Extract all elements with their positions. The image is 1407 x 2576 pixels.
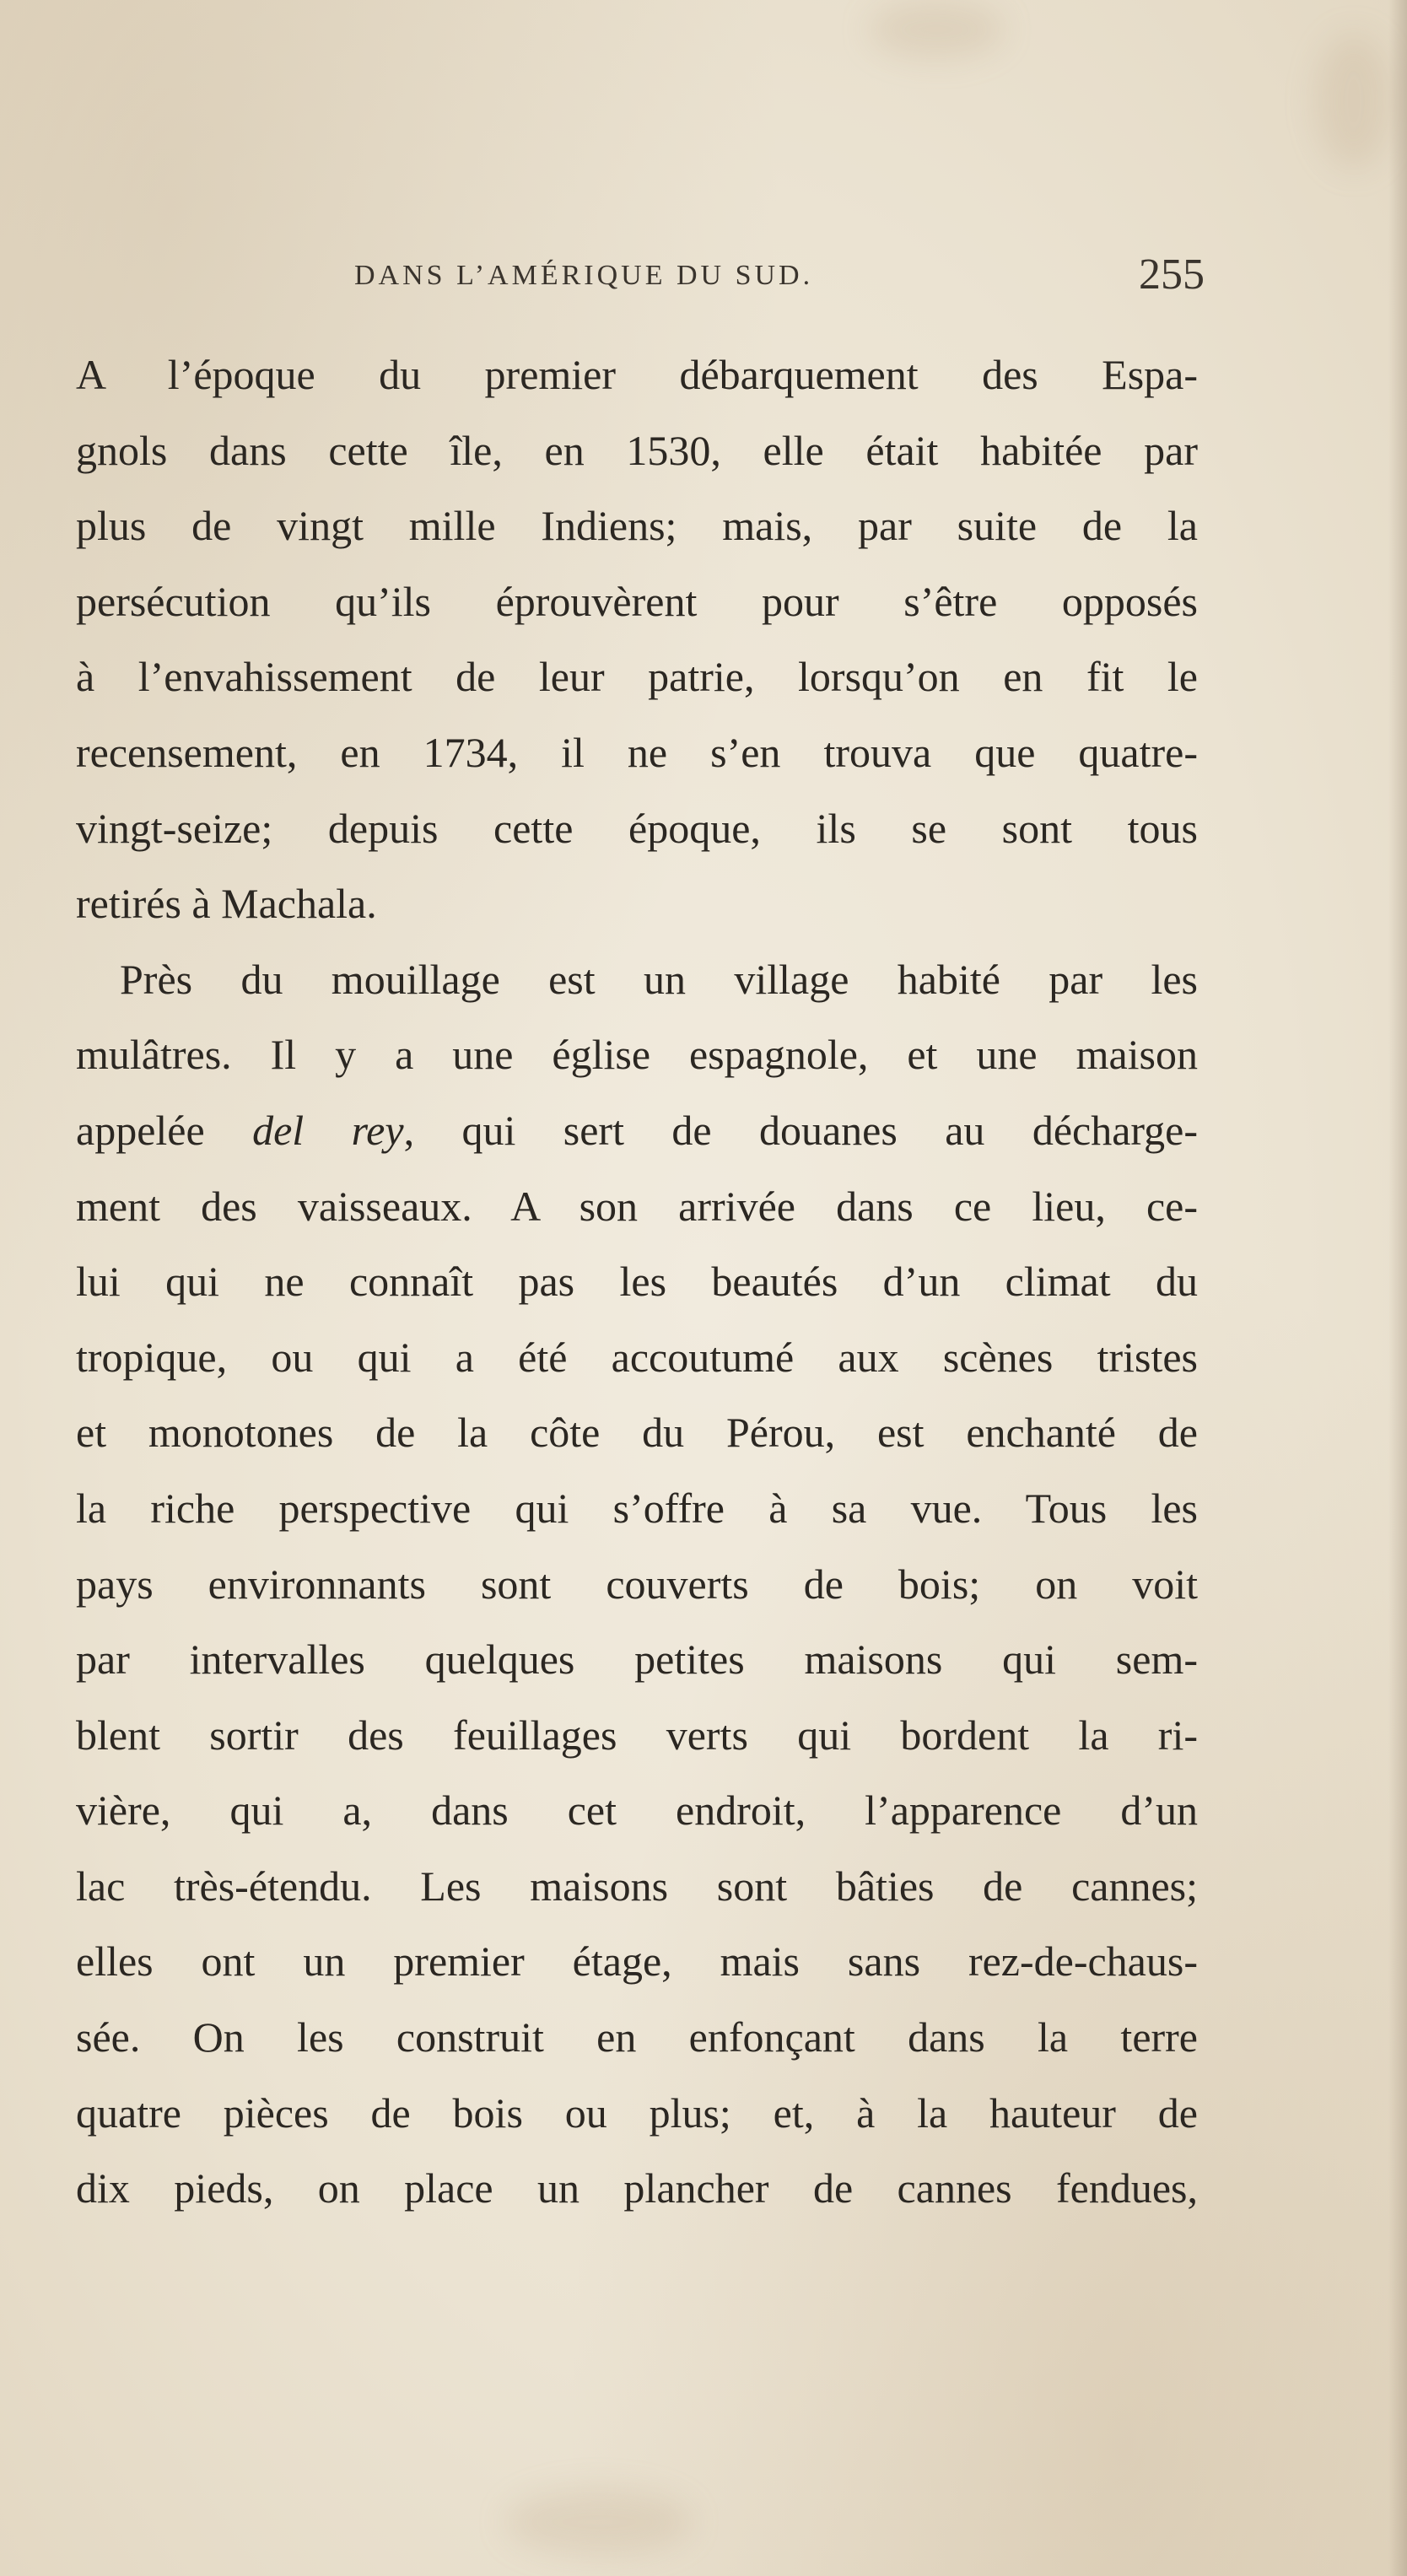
text-line: plus de vingt mille Indiens; mais, par suite de la [76,502,1198,550]
text-line: pays environnants sont couverts de bois; on voit [76,1560,1198,1608]
text-line: mulâtres. Il y a une église espagnole, et une maison [76,1031,1198,1079]
body-text [76,337,1198,2227]
text-line: blent sortir des feuillages verts qui bordent la ri- [76,1711,1198,1759]
text-line: persécution qu’ils éprouvèrent pour s’être opposés [76,577,1198,625]
text-line: quatre pièces de bois ou plus; et, à la hauteur de [76,2088,1198,2137]
text-line: la riche perspective qui s’offre à sa vue. Tous les [76,1484,1198,1532]
running-head: DANS L’AMÉRIQUE DU SUD. [354,260,814,291]
text-line: A l’époque du premier débarquement des Espa- [76,351,1198,398]
text-line: retirés à Machala. [76,880,377,928]
text-line: ment des vaisseaux. A son arrivée dans ce lieu, ce- [76,1182,1198,1230]
text-line: gnols dans cette île, en 1530, elle était habitée par [76,426,1198,474]
paper-stain [506,2488,692,2556]
italic-phrase: del rey [252,1106,404,1154]
paper-stain [1316,34,1392,169]
text-fragment: appelée [76,1106,253,1154]
text-line: elles ont un premier étage, mais sans rez-de-chaus- [76,1937,1198,1986]
text-line: dix pieds, on place un plancher de cannes fendues, [76,2164,1198,2212]
paper-stain [869,0,1004,59]
text-line: tropique, ou qui a été accoutumé aux scènes tristes [76,1333,1198,1381]
text-line-with-italic [76,1093,1198,1169]
page-header [76,251,1205,304]
text-line: lac très-étendu. Les maisons sont bâties de cannes; [76,1862,1198,1910]
text-line: lui qui ne connaît pas les beautés d’un climat du [76,1258,1198,1306]
text-line: vingt-seize; depuis cette époque, ils se sont tous [76,804,1198,852]
text-line: recensement, en 1734, il ne s’en trouva que quatre- [76,728,1198,776]
text-line: vière, qui a, dans cet endroit, l’apparence d’un [76,1786,1198,1835]
page-number: 255 [1139,251,1205,299]
text-line: Près du mouillage est un village habité par les [120,955,1198,1003]
text-line: à l’envahissement de leur patrie, lorsqu’on en fit le [76,653,1198,701]
text-fragment: , qui sert de douanes au décharge- [403,1106,1198,1154]
text-line: par intervalles quelques petites maisons qui sem- [76,1636,1198,1684]
text-line: et monotones de la côte du Pérou, est enchanté de [76,1409,1198,1457]
page-edge-shadow [1388,0,1407,2576]
text-line: sée. On les construit en enfonçant dans la terre [76,2013,1198,2061]
